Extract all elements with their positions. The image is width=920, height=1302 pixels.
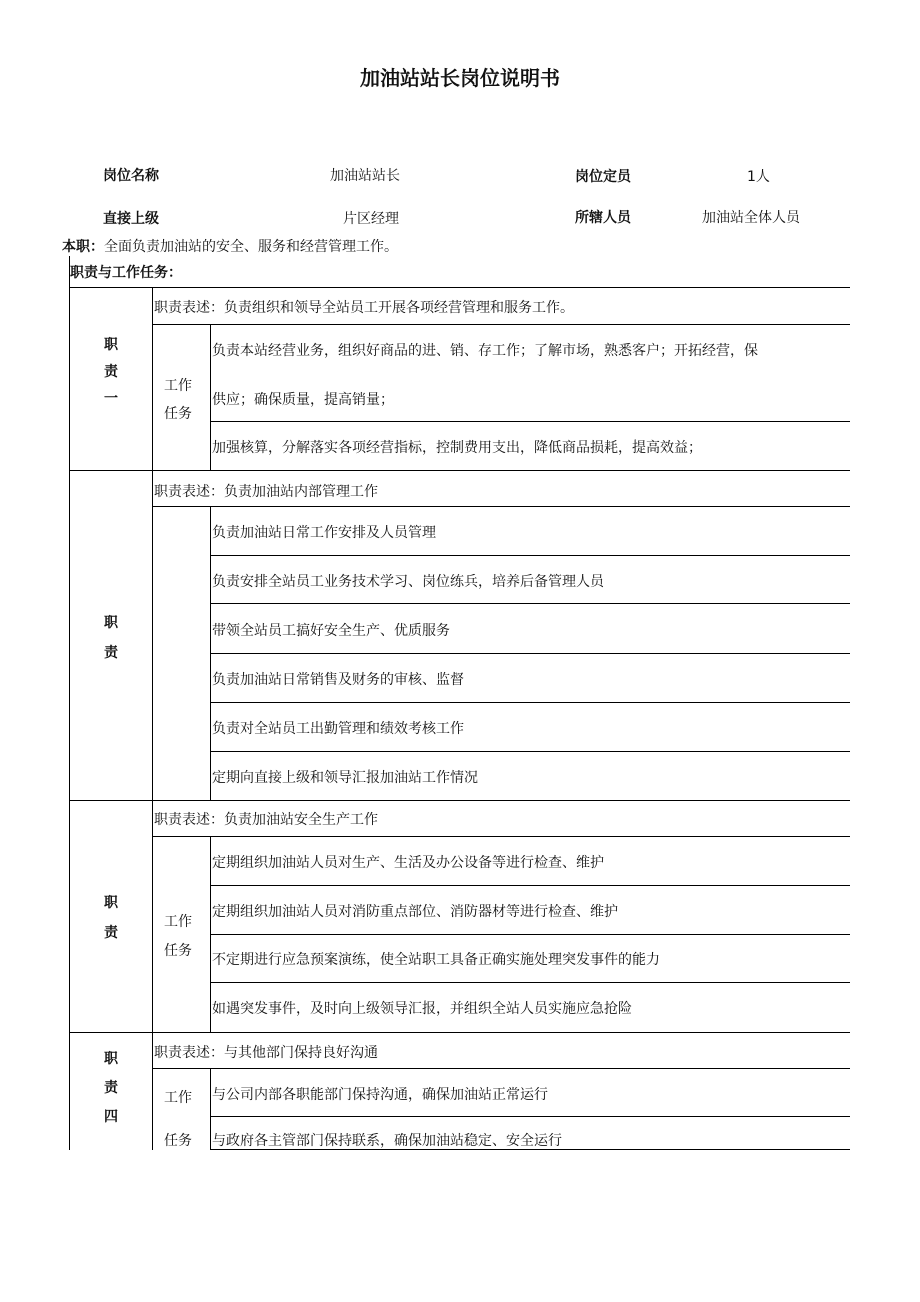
subordinates-value: 加油站全体人员	[702, 210, 800, 226]
task-item: 与政府各主管部门保持联系，确保加油站稳定、安全运行	[212, 1133, 562, 1149]
row-border	[210, 982, 850, 983]
task-item: 负责加油站日常销售及财务的审核、监督	[212, 672, 464, 688]
row-border	[152, 1068, 850, 1069]
task-item: 负责本站经营业务，组织好商品的进、销、存工作；了解市场，熟悉客户；开拓经营，保	[212, 343, 758, 359]
superior-label: 直接上级	[103, 211, 159, 227]
document-title: 加油站站长岗位说明书	[360, 66, 560, 90]
task-col-border-1	[210, 324, 211, 470]
row-border	[210, 555, 850, 556]
duty-1-description: 职责表述：负责组织和领导全站员工开展各项经营管理和服务工作。	[154, 300, 574, 316]
superior-value: 片区经理	[343, 211, 399, 227]
task-item: 负责加油站日常工作安排及人员管理	[212, 525, 436, 541]
row-border	[210, 421, 850, 422]
duty-2-description: 职责表述：负责加油站内部管理工作	[154, 484, 378, 500]
task-item: 不定期进行应急预案演练，使全站职工具备正确实施处理突发事件的能力	[212, 952, 660, 968]
label-col-border	[152, 287, 153, 1150]
task-item: 负责对全站员工出勤管理和绩效考核工作	[212, 721, 464, 737]
duty-3-label: 职 责	[104, 895, 118, 941]
task-col-border-4	[210, 1068, 211, 1150]
row-border	[69, 800, 850, 801]
duty-summary-text: 全面负责加油站的安全、服务和经营管理工作。	[104, 239, 398, 255]
duty-4-task-label: 工作 任务	[164, 1090, 192, 1149]
subordinates-label: 所辖人员	[575, 210, 631, 226]
duty-3-description: 职责表述：负责加油站安全生产工作	[154, 812, 378, 828]
row-border	[152, 836, 850, 837]
task-item: 带领全站员工搞好安全生产、优质服务	[212, 623, 450, 639]
row-border	[210, 934, 850, 935]
row-border	[69, 287, 850, 288]
row-border	[152, 506, 850, 507]
table-left-border	[69, 256, 70, 1150]
duty-1-task-label: 工作 任务	[164, 378, 192, 422]
headcount-label: 岗位定员	[575, 169, 631, 185]
duty-2-label: 职 责	[104, 615, 118, 661]
duty-3-task-label: 工作 任务	[164, 914, 192, 959]
task-item: 定期向直接上级和领导汇报加油站工作情况	[212, 770, 478, 786]
task-item: 加强核算，分解落实各项经营指标，控制费用支出，降低商品损耗，提高效益；	[212, 440, 702, 456]
task-item: 定期组织加油站人员对生产、生活及办公设备等进行检查、维护	[212, 855, 604, 871]
row-border	[210, 885, 850, 886]
row-border	[210, 702, 850, 703]
task-item: 与公司内部各职能部门保持沟通，确保加油站正常运行	[212, 1087, 548, 1103]
duties-heading: 职责与工作任务：	[70, 265, 182, 281]
post-name-value: 加油站站长	[330, 168, 400, 184]
task-item: 负责安排全站员工业务技术学习、岗位练兵，培养后备管理人员	[212, 574, 604, 590]
duty-summary	[62, 236, 398, 256]
post-name-label: 岗位名称	[103, 168, 159, 184]
row-border	[69, 1032, 850, 1033]
task-item: 定期组织加油站人员对消防重点部位、消防器材等进行检查、维护	[212, 904, 618, 920]
duty-1-label: 职 责 一	[104, 337, 118, 407]
row-border	[210, 751, 850, 752]
row-border	[210, 603, 850, 604]
headcount-value: 1人	[747, 169, 770, 185]
row-border	[69, 470, 850, 471]
duty-summary-label: 本职：	[62, 239, 104, 255]
row-border	[210, 653, 850, 654]
row-border	[210, 1116, 850, 1117]
task-item: 供应；确保质量，提高销量；	[212, 392, 394, 408]
duty-4-label: 职 责 四	[104, 1051, 118, 1125]
duty-4-description: 职责表述：与其他部门保持良好沟通	[154, 1045, 378, 1061]
task-item: 如遇突发事件，及时向上级领导汇报，并组织全站人员实施应急抢险	[212, 1001, 632, 1017]
row-border	[152, 324, 850, 325]
